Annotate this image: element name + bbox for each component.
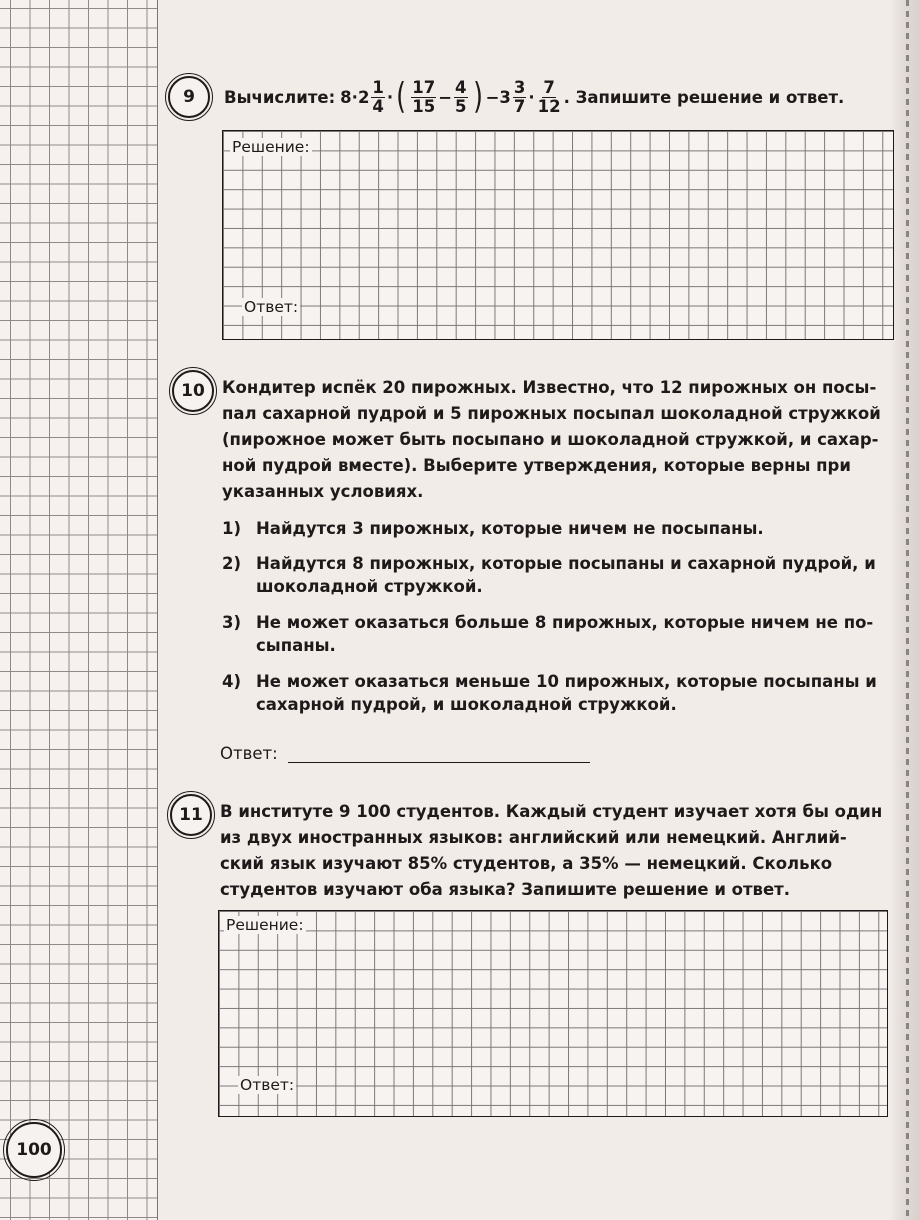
margin-grid	[0, 0, 158, 1220]
task-10-number: 10	[172, 370, 214, 412]
fraction-7-12: $\frac{7}{12}$	[537, 78, 561, 116]
task-9-solution-label: Решение:	[232, 138, 310, 156]
task-9-statement: Вычислите: 8 · 2 $\frac{1}{4}$ · ( $\frac{17}{15}$ − $\frac{4}{5}$ ) − 3 $\frac{3}{7}$ · $\frac{7}{12}$ . Запишите решение и ответ.	[224, 76, 845, 117]
fraction-17-15: $\frac{17}{15}$	[412, 78, 436, 116]
task-11-solution-grid[interactable]	[218, 910, 888, 1117]
task-10-text-line: Кондитер испёк 20 пирожных. Известно, что 12 пирожных он посы-	[222, 378, 877, 397]
task-10-text-line: пал сахарной пудрой и 5 пирожных посыпал шоколадной стружкой	[222, 404, 881, 423]
fraction-4-5: $\frac{4}{5}$	[455, 78, 467, 116]
task-10-option-3-cont: сыпаны.	[256, 636, 336, 655]
page-number: 100	[6, 1122, 62, 1178]
fraction-1-4: $\frac{1}{4}$	[372, 78, 384, 116]
task-10-option-4-cont: сахарной пудрой, и шоколадной стружкой.	[256, 695, 677, 714]
task-10-text-line: указанных условиях.	[222, 482, 424, 501]
task-11-text-line: из двух иностранных языков: английский или немецкий. Англий-	[220, 828, 847, 847]
page-binding-edge	[890, 0, 920, 1220]
task-10-text-line: ной пудрой вместе). Выберите утверждения, которые верны при	[222, 456, 851, 475]
task-10-text-line: (пирожное может быть посыпано и шоколадной стружкой, и сахар-	[222, 430, 879, 449]
task-11-text-line: В институте 9 100 студентов. Каждый студент изучает хотя бы один	[220, 802, 883, 821]
task-10-answer-field[interactable]	[288, 762, 590, 763]
task-10-answer-label: Ответ:	[220, 744, 278, 763]
task-11-text-line: студентов изучают оба языка? Запишите решение и ответ.	[220, 880, 790, 899]
task-11-answer-label: Ответ:	[240, 1076, 295, 1094]
task-9-solution-grid[interactable]	[222, 130, 894, 340]
task-11-number: 11	[170, 794, 212, 836]
task-10-option-2: 2) Найдутся 8 пирожных, которые посыпаны и сахарной пудрой, и	[222, 554, 876, 573]
task-11-solution-label: Решение:	[226, 916, 304, 934]
fraction-3-7: $\frac{3}{7}$	[513, 78, 526, 116]
task-9-answer-label: Ответ:	[244, 298, 299, 316]
task-10-option-1: 1) Найдутся 3 пирожных, которые ничем не посыпаны.	[222, 519, 764, 538]
task-10-option-3: 3) Не может оказаться больше 8 пирожных, которые ничем не по-	[222, 613, 874, 632]
task-10-option-2-cont: шоколадной стружкой.	[256, 577, 483, 596]
task-9-number: 9	[168, 76, 210, 118]
task-10-option-4: 4) Не может оказаться меньше 10 пирожных, которые посыпаны и	[222, 672, 877, 691]
task-11-text-line: ский язык изучают 85% студентов, а 35% — немецкий. Сколько	[220, 854, 833, 873]
